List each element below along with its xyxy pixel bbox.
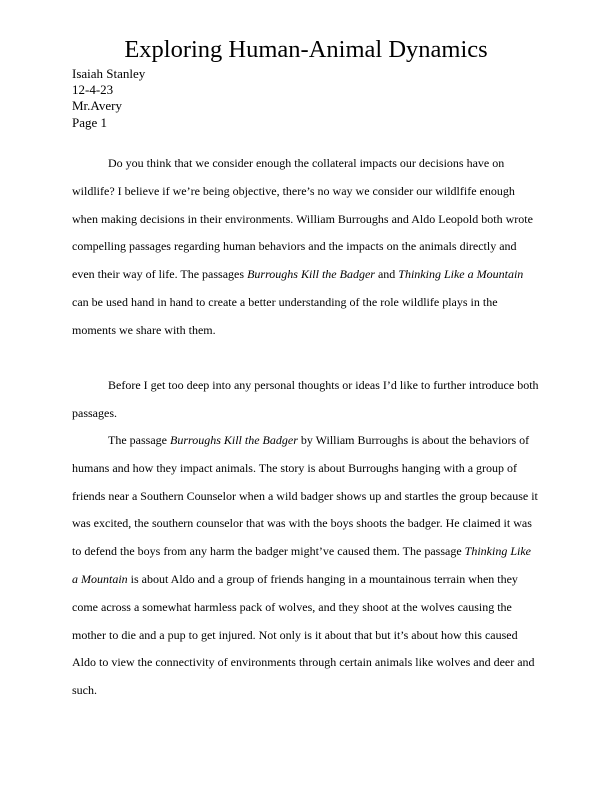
page-number: Page 1 bbox=[72, 114, 108, 130]
passage-title: Burroughs Kill the Badger bbox=[247, 267, 375, 282]
paragraph-line: Do you think that we consider enough the collateral impacts our decisions have on bbox=[108, 156, 505, 170]
document-title: Exploring Human-Animal Dynamics bbox=[124, 36, 488, 63]
paragraph-line: humans and how they impact animals. The story is about Burroughs hanging with a group of bbox=[72, 460, 518, 475]
paragraph-transition bbox=[72, 372, 540, 428]
text-run: and bbox=[374, 267, 399, 282]
paragraph-line bbox=[72, 427, 540, 455]
paragraph-line: can be used hand in hand to create a better understanding of the role wildlife plays in the bbox=[72, 294, 498, 309]
mla-header bbox=[72, 66, 472, 131]
text-run: The passage bbox=[108, 433, 170, 447]
paragraph-line: moments we share with them. bbox=[72, 322, 216, 337]
paragraph-line: come across a somewhat harmless pack of wolves, and they shoot at the wolves causing the bbox=[72, 599, 512, 614]
paragraph-line: wildlife? I believe if we’re being objective, there’s no way we consider our wildlfife enough bbox=[72, 183, 515, 198]
text-run: even their way of life. The passages bbox=[72, 267, 248, 282]
paragraph-line: Before I get too deep into any personal thoughts or ideas I’d like to further introduce both bbox=[108, 378, 539, 392]
paragraph-line bbox=[72, 538, 540, 566]
document-date: 12-4-23 bbox=[72, 82, 114, 98]
paragraph-line: when making decisions in their environments. William Burroughs and Aldo Leopold both wrote bbox=[72, 211, 533, 226]
paragraph-line: such. bbox=[72, 683, 97, 698]
paragraph-line bbox=[72, 566, 540, 594]
passage-title: a Mountain bbox=[72, 571, 128, 586]
passage-title: Thinking Like a Mountain bbox=[398, 267, 524, 282]
paragraph-line: friends near a Southern Counselor when a wild badger shows up and startles the group because it bbox=[72, 488, 538, 503]
text-run: by William Burroughs is about the behaviors of bbox=[297, 433, 530, 447]
text-run: is about Aldo and a group of friends hanging in a mountainous terrain when they bbox=[127, 571, 518, 586]
paragraph-line: compelling passages regarding human behaviors and the impacts on the animals directly and bbox=[72, 239, 517, 254]
paragraph-intro bbox=[72, 150, 540, 345]
passage-title: Thinking Like bbox=[464, 544, 531, 559]
text-run: to defend the boys from any harm the badger might’ve caused them. The passage bbox=[72, 544, 465, 559]
paragraph-line: mother to die and a pup to get injured. Not only is it about that but it’s about how this caused bbox=[72, 627, 518, 642]
author-name: Isaiah Stanley bbox=[72, 66, 146, 81]
paragraph-line: passages. bbox=[72, 405, 117, 420]
teacher-name: Mr.Avery bbox=[72, 98, 122, 114]
passage-title: Burroughs Kill the Badger bbox=[169, 433, 298, 447]
paragraph-summary bbox=[72, 427, 540, 705]
paragraph-line bbox=[72, 261, 540, 289]
paragraph-line: was excited, the southern counselor that was with the boys shoots the badger. He claimed it was bbox=[72, 516, 532, 531]
paragraph-line: Aldo to view the connectivity of environments through certain animals like wolves and deer and bbox=[72, 655, 535, 670]
